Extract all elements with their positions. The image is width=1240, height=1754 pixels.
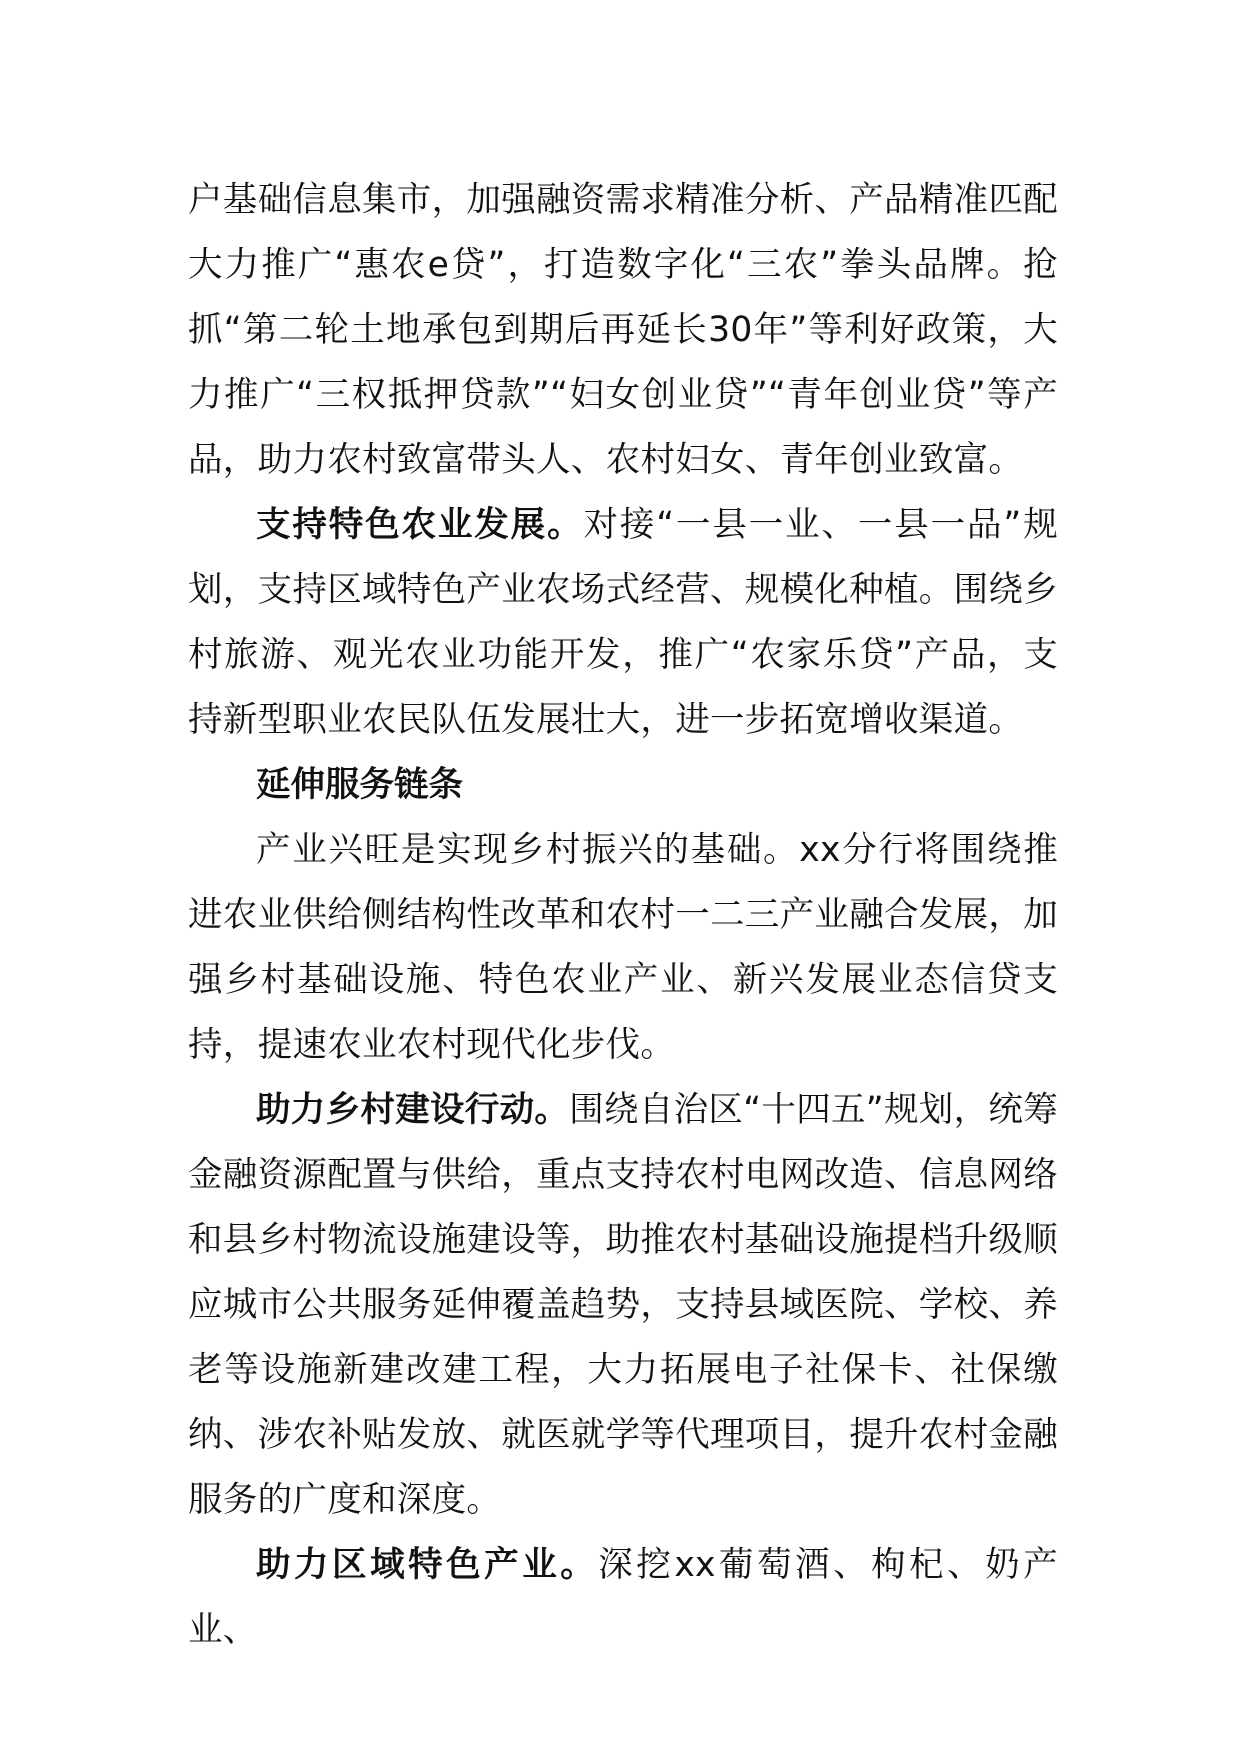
paragraph-lead: 助力区域特色产业。	[256, 1545, 599, 1585]
paragraph-regional-industry	[188, 1533, 1058, 1663]
paragraph-text: 围绕自治区“十四五”规划，统筹金融资源配置与供给，重点支持农村电网改造、信息网络和县乡村物流设施建设等，助推农村基础设施提档升级顺应城市公共服务延伸覆盖趋势，支持县域医院、学校、养老等设施新建改建工程，大力拓展电子社保卡、社保缴纳、涉农补贴发放、就医就学等代理项目，提升农村金融服务的广度和深度。	[188, 1090, 1058, 1520]
paragraph-text: 对接“一县一业、一县一品”规划，支持区域特色产业农场式经营、规模化种植。围绕乡村旅游、观光农业功能开发，推广“农家乐贷”产品，支持新型职业农民队伍发展壮大，进一步拓宽增收渠道。	[188, 505, 1058, 740]
document-body	[188, 168, 1058, 1663]
paragraph-text: 深挖xx葡萄酒、枸杞、奶产业、	[188, 1545, 1059, 1650]
paragraph-rural-construction	[188, 1078, 1058, 1533]
section-heading: 延伸服务链条	[256, 765, 463, 805]
paragraph-lead: 支持特色农业发展。	[256, 505, 584, 545]
paragraph-lead: 助力乡村建设行动。	[256, 1090, 570, 1130]
paragraph-text: 户基础信息集市，加强融资需求精准分析、产品精准匹配大力推广“惠农e贷”，打造数字化“三农”拳头品牌。抢抓“第二轮土地承包到期后再延长30年”等利好政策，大力推广“三权抵押贷款”“妇女创业贷”“青年创业贷”等产品，助力农村致富带头人、农村妇女、青年创业致富。	[188, 180, 1058, 480]
paragraph-text: 产业兴旺是实现乡村振兴的基础。xx分行将围绕推进农业供给侧结构性改革和农村一二三产业融合发展，加强乡村基础设施、特色农业产业、新兴发展业态信贷支持，提速农业农村现代化步伐。	[188, 830, 1058, 1065]
paragraph-industry-prosperity	[188, 818, 1058, 1078]
paragraph-special-agriculture	[188, 493, 1058, 753]
paragraph-continuation	[188, 168, 1058, 493]
